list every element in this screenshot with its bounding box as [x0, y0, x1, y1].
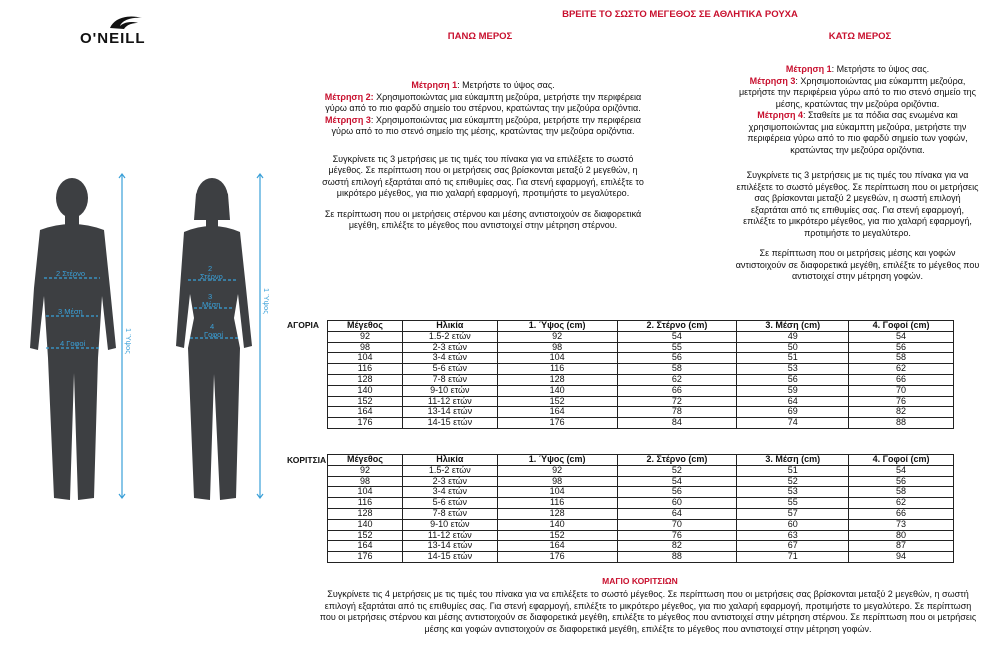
measure-2-label: Μέτρηση 2:: [324, 91, 374, 102]
girls-header-row: [328, 455, 954, 466]
boy-silhouette-icon: [10, 168, 140, 508]
table-row: [328, 508, 954, 519]
cell-age: 13-14 ετών: [402, 407, 497, 418]
boys-size-table: [327, 320, 954, 429]
cell-hips: 66: [849, 508, 954, 519]
measure-3-text: : Χρησιμοποιώντας μια εύκαμπτη μεζούρα, μετρήστε την περιφέρεια γύρω από το πιο στενό σημείο της μέσης, κρατώντας την μεζούρα οριζόντια.: [331, 114, 641, 137]
header-size: Μέγεθος: [328, 321, 403, 332]
header-waist: 3. Μέση (cm): [737, 455, 849, 466]
cell-chest: 56: [617, 487, 737, 498]
header-chest: 2. Στέρνο (cm): [617, 455, 737, 466]
cell-chest: 72: [617, 396, 737, 407]
header-waist: 3. Μέση (cm): [737, 321, 849, 332]
table-row: [328, 407, 954, 418]
table-row: [328, 396, 954, 407]
table-row: [328, 418, 954, 429]
measure-2-text: Χρησιμοποιώντας μια εύκαμπτη μεζούρα, μετρήστε την περιφέρεια γύρω από το πιο φαρδύ σημείο του στέρνου, κρατώντας την μεζούρα οριζόντια.: [325, 91, 642, 114]
cell-waist: 67: [737, 541, 849, 552]
table-row: [328, 342, 954, 353]
cell-height: 92: [497, 331, 617, 342]
cell-chest: 84: [617, 418, 737, 429]
cell-waist: 60: [737, 519, 849, 530]
cell-chest: 76: [617, 530, 737, 541]
logo-text: O'NEILL: [80, 30, 146, 47]
cell-size: 104: [328, 487, 403, 498]
measure-1-label: Μέτρηση 1: [785, 64, 832, 74]
table-row: [328, 519, 954, 530]
bottom-hips-note: Σε περίπτωση που οι μετρήσεις μέσης και γοφών αντιστοιχούν σε διαφορετικά μεγέθη, επιλέξτε το μέγεθος που αντιστοιχεί στην μέτρηση γοφών.: [735, 248, 980, 282]
cell-age: 7-8 ετών: [402, 374, 497, 385]
bottom-measurements: [735, 64, 980, 156]
measure-1-text: : Μετρήστε το ύψος σας.: [831, 64, 930, 74]
table-row: [328, 465, 954, 476]
cell-height: 128: [497, 374, 617, 385]
cell-height: 164: [497, 541, 617, 552]
boy-figure: [10, 168, 140, 508]
cell-size: 128: [328, 374, 403, 385]
cell-waist: 64: [737, 396, 849, 407]
cell-height: 152: [497, 530, 617, 541]
cell-chest: 58: [617, 364, 737, 375]
cell-hips: 58: [849, 353, 954, 364]
cell-hips: 88: [849, 418, 954, 429]
cell-size: 116: [328, 364, 403, 375]
cell-chest: 70: [617, 519, 737, 530]
cell-age: 2-3 ετών: [402, 476, 497, 487]
cell-hips: 56: [849, 476, 954, 487]
table-row: [328, 353, 954, 364]
cell-size: 116: [328, 498, 403, 509]
cell-hips: 66: [849, 374, 954, 385]
top-section-title: ΠΑΝΩ ΜΕΡΟΣ: [447, 31, 513, 42]
table-row: [328, 476, 954, 487]
cell-age: 9-10 ετών: [402, 385, 497, 396]
cell-age: 7-8 ετών: [402, 508, 497, 519]
girl-waist-label: Μέση: [202, 300, 221, 309]
cell-chest: 54: [617, 331, 737, 342]
header-chest: 2. Στέρνο (cm): [617, 321, 737, 332]
page-title: ΒΡΕΙΤΕ ΤΟ ΣΩΣΤΟ ΜΕΓΕΘΟΣ ΣΕ ΑΘΛΗΤΙΚΑ ΡΟΥΧΑ: [562, 9, 798, 20]
measure-3-label: Μέτρηση 3: [325, 114, 371, 125]
cell-size: 176: [328, 418, 403, 429]
cell-waist: 59: [737, 385, 849, 396]
top-chest-note: Σε περίπτωση που οι μετρήσεις στέρνου και μέσης αντιστοιχούν σε διαφορετικά μεγέθη, επιλέξτε το μέγεθος που αντιστοιχεί στην μέτρηση στέρνου.: [324, 208, 642, 231]
cell-age: 9-10 ετών: [402, 519, 497, 530]
cell-chest: 88: [617, 552, 737, 563]
cell-hips: 70: [849, 385, 954, 396]
top-measurements: [318, 80, 648, 138]
cell-age: 5-6 ετών: [402, 364, 497, 375]
cell-size: 140: [328, 519, 403, 530]
cell-hips: 80: [849, 530, 954, 541]
header-size: Μέγεθος: [328, 455, 403, 466]
header-hips: 4. Γοφοί (cm): [849, 455, 954, 466]
cell-waist: 53: [737, 487, 849, 498]
header-height: 1. Ύψος (cm): [497, 455, 617, 466]
table-row: [328, 331, 954, 342]
header-age: Ηλικία: [402, 321, 497, 332]
table-row: [328, 364, 954, 375]
girl-waist-num: 3: [208, 292, 213, 301]
cell-chest: 66: [617, 385, 737, 396]
cell-age: 3-4 ετών: [402, 487, 497, 498]
swimwear-text: Συγκρίνετε τις 4 μετρήσεις με τις τιμές του πίνακα για να επιλέξετε το σωστό μέγεθος. Σε περίπτωση που οι μετρήσεις σας βρίσκονται μεταξύ 2 μεγεθών, η σωστή επιλογή εξαρτάται από τις επιθυμίες σας. Για στενή εφαρμογή, επιλέξτε το μικρότερο μέγεθος, για πιο χαλαρή εφαρμογή, προτιμήστε το μεγαλύτερο. Σε περίπτωση που οι μετρήσεις στέρνου και μέσης αντιστοιχούν σε διαφορετικά μεγέθη, επιλέξτε το μέγεθος που αντιστοιχεί στην μέτρηση στέρνου. Σε περίπτωση που οι μετρήσεις μέσης και γοφών αντιστοιχούν σε διαφορετικά μεγέθη, επιλέξτε το μέγεθος που αντιστοιχεί στην μέτρηση γοφών.: [319, 589, 977, 635]
header-hips: 4. Γοφοί (cm): [849, 321, 954, 332]
cell-size: 98: [328, 342, 403, 353]
measure-1-text: : Μετρήστε το ύψος σας.: [457, 80, 555, 90]
cell-height: 128: [497, 508, 617, 519]
cell-chest: 82: [617, 541, 737, 552]
cell-chest: 64: [617, 508, 737, 519]
measure-1-label: Μέτρηση 1: [411, 80, 458, 90]
cell-height: 176: [497, 552, 617, 563]
cell-hips: 87: [849, 541, 954, 552]
cell-height: 116: [497, 364, 617, 375]
cell-hips: 94: [849, 552, 954, 563]
boys-header-row: [328, 321, 954, 332]
cell-hips: 73: [849, 519, 954, 530]
header-height: 1. Ύψος (cm): [497, 321, 617, 332]
cell-height: 92: [497, 465, 617, 476]
cell-age: 2-3 ετών: [402, 342, 497, 353]
cell-height: 140: [497, 385, 617, 396]
cell-chest: 52: [617, 465, 737, 476]
cell-size: 98: [328, 476, 403, 487]
boys-table-label: ΑΓΟΡΙΑ: [287, 320, 320, 330]
top-compare-text: Συγκρίνετε τις 3 μετρήσεις με τις τιμές του πίνακα για να επιλέξετε το σωστό μέγεθος. Σε περίπτωση που οι μετρήσεις σας βρίσκονται μεταξύ 2 μεγεθών, η σωστή επιλογή εξαρτάται από τις επιθυμίες σας. Για στενή εφαρμογή, επιλέξτε το μικρότερο μέγεθος, για πιο χαλαρή εφαρμογή, προτιμήστε το μεγαλύτερο.: [322, 153, 644, 199]
girl-figure: [152, 168, 282, 508]
cell-age: 5-6 ετών: [402, 498, 497, 509]
measure-3-text: : Χρησιμοποιώντας μια εύκαμπτη μεζούρα, μετρήστε την περιφέρεια γύρω από το πιο στενό σημείο της μέσης, κρατώντας την μεζούρα οριζόντια.: [738, 75, 976, 109]
boy-height-label: 1 Ύψος: [124, 328, 133, 354]
cell-size: 92: [328, 465, 403, 476]
cell-age: 1.5-2 ετών: [402, 465, 497, 476]
swimwear-title: ΜΑΓΙΟ ΚΟΡΙΤΣΙΩΝ: [602, 576, 678, 586]
bottom-compare-text: Συγκρίνετε τις 3 μετρήσεις με τις τιμές του πίνακα για να επιλέξετε το σωστό μέγεθος. Σε περίπτωση που οι μετρήσεις σας βρίσκονται μεταξύ 2 μεγεθών, η σωστή επιλογή εξαρτάται από τις επιθυμίες σας. Για στενή εφαρμογή, επιλέξτε το μικρότερο μέγεθος, για πιο χαλαρή εφαρμογή, προτιμήστε το μεγαλύτερο.: [736, 170, 979, 238]
cell-chest: 56: [617, 353, 737, 364]
boy-waist-label: 3 Μέση: [58, 307, 83, 316]
cell-height: 116: [497, 498, 617, 509]
cell-chest: 55: [617, 342, 737, 353]
boys-table-body: [328, 331, 954, 428]
cell-waist: 51: [737, 353, 849, 364]
cell-chest: 62: [617, 374, 737, 385]
cell-waist: 69: [737, 407, 849, 418]
table-row: [328, 487, 954, 498]
table-row: [328, 498, 954, 509]
top-instructions: [318, 80, 648, 241]
cell-height: 104: [497, 487, 617, 498]
cell-age: 1.5-2 ετών: [402, 331, 497, 342]
cell-waist: 53: [737, 364, 849, 375]
girl-hips-num: 4: [210, 322, 215, 331]
bottom-instructions: [735, 64, 980, 292]
cell-hips: 54: [849, 465, 954, 476]
girl-chest-num: 2: [208, 264, 213, 273]
cell-chest: 54: [617, 476, 737, 487]
header-age: Ηλικία: [402, 455, 497, 466]
cell-size: 176: [328, 552, 403, 563]
cell-waist: 51: [737, 465, 849, 476]
measure-4-text: : Σταθείτε με τα πόδια σας ενωμένα και χρησιμοποιώντας μια εύκαμπτη μεζούρα, μετρήστε την περιφέρεια γύρω από το πιο φαρδύ σημείο των γοφών, κρατώντας την μεζούρα οριζόντια.: [747, 110, 968, 155]
cell-height: 98: [497, 476, 617, 487]
cell-chest: 78: [617, 407, 737, 418]
table-row: [328, 552, 954, 563]
boy-chest-label: 2 Στέρνο: [56, 269, 86, 278]
cell-height: 104: [497, 353, 617, 364]
cell-waist: 56: [737, 374, 849, 385]
cell-waist: 71: [737, 552, 849, 563]
cell-age: 14-15 ετών: [402, 552, 497, 563]
cell-hips: 54: [849, 331, 954, 342]
boy-hips-label: 4 Γοφοί: [60, 339, 86, 348]
cell-waist: 50: [737, 342, 849, 353]
girl-chest-label: Στέρνο: [200, 272, 223, 281]
table-row: [328, 530, 954, 541]
cell-hips: 58: [849, 487, 954, 498]
cell-size: 92: [328, 331, 403, 342]
girls-table-label: ΚΟΡΙΤΣΙΑ: [287, 455, 327, 465]
girls-size-table: [327, 454, 954, 563]
bottom-section-title: ΚΑΤΩ ΜΕΡΟΣ: [828, 31, 892, 42]
cell-waist: 52: [737, 476, 849, 487]
cell-age: 11-12 ετών: [402, 530, 497, 541]
cell-size: 104: [328, 353, 403, 364]
cell-waist: 57: [737, 508, 849, 519]
cell-waist: 74: [737, 418, 849, 429]
measure-3-label: Μέτρηση 3: [749, 75, 796, 86]
cell-height: 98: [497, 342, 617, 353]
girl-silhouette-icon: [152, 168, 282, 508]
cell-size: 152: [328, 530, 403, 541]
cell-height: 176: [497, 418, 617, 429]
cell-height: 140: [497, 519, 617, 530]
cell-age: 13-14 ετών: [402, 541, 497, 552]
table-row: [328, 374, 954, 385]
cell-size: 128: [328, 508, 403, 519]
girl-height-label: 1 Ύψος: [262, 288, 271, 314]
cell-height: 152: [497, 396, 617, 407]
table-row: [328, 385, 954, 396]
cell-size: 164: [328, 541, 403, 552]
cell-hips: 82: [849, 407, 954, 418]
cell-age: 14-15 ετών: [402, 418, 497, 429]
cell-hips: 62: [849, 364, 954, 375]
cell-waist: 55: [737, 498, 849, 509]
cell-age: 3-4 ετών: [402, 353, 497, 364]
table-row: [328, 541, 954, 552]
cell-age: 11-12 ετών: [402, 396, 497, 407]
cell-waist: 63: [737, 530, 849, 541]
cell-size: 164: [328, 407, 403, 418]
cell-size: 140: [328, 385, 403, 396]
oneill-logo: [80, 14, 180, 50]
cell-hips: 62: [849, 498, 954, 509]
cell-chest: 60: [617, 498, 737, 509]
cell-size: 152: [328, 396, 403, 407]
girls-table-body: [328, 465, 954, 562]
measure-4-label: Μέτρηση 4: [757, 110, 804, 121]
cell-waist: 49: [737, 331, 849, 342]
cell-hips: 76: [849, 396, 954, 407]
girl-hips-label: Γοφοί: [204, 330, 224, 339]
cell-height: 164: [497, 407, 617, 418]
cell-hips: 56: [849, 342, 954, 353]
